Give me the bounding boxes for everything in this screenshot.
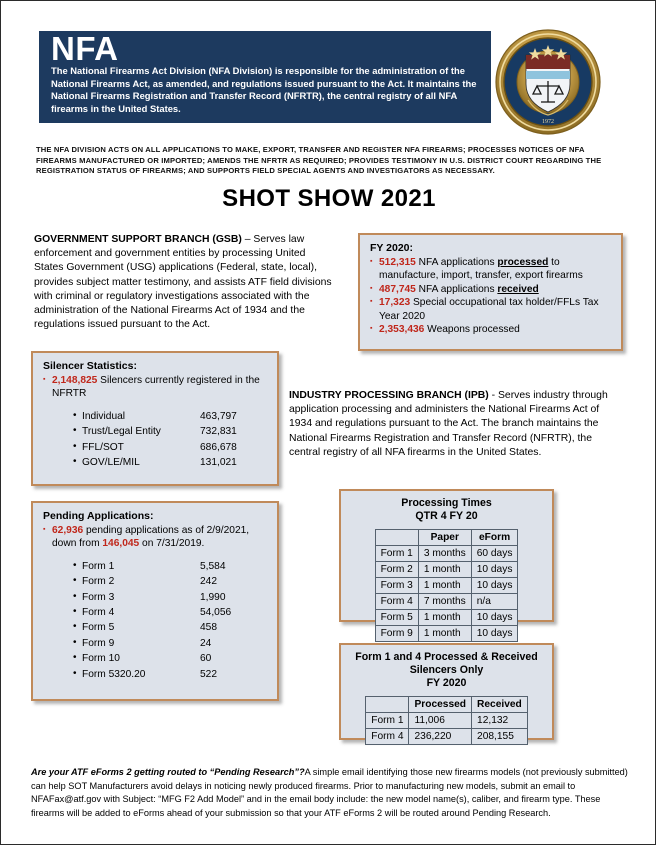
cell-eform: 10 days (471, 578, 518, 594)
cell-processed: 11,006 (409, 713, 472, 729)
pending-lead-text-2: on 7/31/2019. (139, 538, 205, 550)
nfa-banner (39, 31, 491, 123)
nfa-banner-description: The National Firearms Act Division (NFA Division) is responsible for the administration of the National Firearms Act, as amended, and regulations issued pursuant to the Act. It maintains the National Firearms Registration and Transfer Record (NFRTR), the central registry of all NFA firearms in the United States. (51, 65, 477, 114)
cell-paper: 1 month (418, 626, 471, 642)
table-row (375, 546, 518, 562)
silencer-lead-text: Silencers currently registered in the NFRTR (52, 375, 260, 400)
pending-prior-total: 146,045 (102, 538, 140, 550)
cell-eform: 10 days (471, 610, 518, 626)
footer-body: A simple email identifying those new firearms models (not previously submitted) can help SOT Manufacturers avoid delays in noticing newly produced firearms. Prior to manufacturing new models, submit an email to NFAFax@atf.gov with Subject: “MFG F2 Add Model” and in the email body include: the new model name(s), caliber, and firearm type. These firearms will be added to eForms ahead of your submission so that your ATF eForms 2 will be routed around Pending Research. (31, 767, 628, 818)
processing-times-table (375, 529, 519, 642)
silencer-breakdown-list (73, 409, 269, 471)
pending-row-label: • Form 2 (82, 576, 115, 588)
table-header-row (366, 697, 528, 713)
silencer-lead-list (43, 374, 269, 401)
gsb-body: Serves law enforcement and government entities by processing United States Government (USG) applications (Federal, state, local), provides subject matter testimony, and assists ATF field divisions with criminal or regulatory investigations associated with the administration of the National Firearms Act of 1934 and the regulations issued pursuant to the Act. (34, 234, 332, 331)
list-item (73, 590, 269, 605)
pending-row-value: 458 (200, 622, 217, 634)
ipb-paragraph (289, 389, 623, 460)
ipb-dash: - (488, 390, 498, 401)
silencer-row-label: • Individual (82, 410, 126, 422)
fy2020-number: 2,353,436 (379, 324, 425, 336)
fy2020-text-before: NFA applications (415, 283, 498, 295)
fy2020-text-before: Special occupational tax holder/FFLs Tax Year 2020 (379, 297, 599, 322)
table-row (375, 610, 518, 626)
pending-row-label: • Form 10 (82, 653, 120, 665)
fy2020-number: 17,323 (379, 297, 411, 309)
gsb-dash: – (241, 234, 254, 245)
footer-lead: Are your ATF eForms 2 getting routed to “Pending Research”? (31, 767, 305, 777)
table-row (375, 594, 518, 610)
cell-paper: 3 months (418, 546, 471, 562)
form-1-4-title-line3: FY 2020 (426, 677, 467, 689)
row-label: Form 1 (375, 546, 418, 562)
list-item (73, 574, 269, 589)
footer-note (31, 766, 631, 820)
silencer-total: 2,148,825 (52, 375, 98, 386)
list-item (73, 636, 269, 651)
cell-eform: 10 days (471, 562, 518, 578)
ipb-heading: INDUSTRY PROCESSING BRANCH (IPB) (289, 390, 489, 401)
list-item (73, 424, 269, 439)
pending-applications-title: Pending Applications: (43, 510, 154, 522)
pending-row-label: • Form 4 (82, 607, 115, 619)
row-label: Form 3 (375, 578, 418, 594)
pending-row-label: • Form 3 (82, 591, 115, 603)
column-header-received: Received (472, 697, 528, 713)
pending-lead-list (43, 524, 269, 551)
list-item (73, 651, 269, 666)
fy2020-number: 512,315 (379, 257, 416, 268)
list-item (73, 667, 269, 682)
seal-year: 1972 (542, 119, 554, 125)
list-item (370, 283, 613, 296)
list-item (73, 440, 269, 455)
gsb-paragraph (34, 233, 334, 332)
fy2020-emphasis: received (497, 283, 539, 295)
document-header (1, 31, 656, 139)
form-1-4-title-line2: Silencers Only (409, 664, 484, 676)
gsb-heading: GOVERNMENT SUPPORT BRANCH (GSB) (34, 234, 242, 245)
list-item (73, 559, 269, 574)
table-header-row (375, 530, 518, 546)
nfa-banner-title: NFA (51, 30, 119, 67)
cell-received: 12,132 (472, 713, 528, 729)
cell-received: 208,155 (472, 729, 528, 745)
list-item (73, 605, 269, 620)
list-item (43, 524, 269, 551)
page-title: SHOT SHOW 2021 (222, 185, 436, 212)
cell-eform: 60 days (471, 546, 518, 562)
cell-paper: 1 month (418, 562, 471, 578)
cell-processed: 236,220 (409, 729, 472, 745)
silencer-row-value: 463,797 (200, 410, 237, 422)
atf-seal-icon (494, 28, 602, 136)
form-1-4-title-line1: Form 1 and 4 Processed & Received (355, 651, 538, 663)
pending-row-label: • Form 9 (82, 637, 115, 649)
pending-lead-text-1: pending applications as of 2/9/2021, down from (52, 525, 250, 550)
cell-paper: 1 month (418, 578, 471, 594)
form-1-4-table (365, 696, 528, 745)
table-row (366, 729, 528, 745)
fy2020-text-before: Weapons processed (424, 324, 520, 336)
pending-total: 62,936 (52, 525, 84, 536)
row-label: Form 2 (375, 562, 418, 578)
processing-times-title (349, 497, 544, 523)
form-1-4-title (349, 651, 544, 690)
fy2020-text-before: NFA applications (415, 257, 498, 268)
pending-applications-panel (31, 501, 279, 701)
silencer-row-label: • Trust/Legal Entity (82, 426, 161, 438)
silencer-row-label: • FFL/SOT (82, 441, 124, 453)
column-header-eform: eForm (471, 530, 518, 546)
fy2020-title: FY 2020: (370, 242, 413, 254)
silencer-statistics-panel (31, 351, 279, 486)
silencer-row-value: 732,831 (200, 426, 237, 438)
silencer-statistics-title: Silencer Statistics: (43, 360, 137, 372)
column-header-processed: Processed (409, 697, 472, 713)
fy2020-emphasis: processed (497, 257, 549, 268)
row-label: Form 1 (366, 713, 409, 729)
pending-row-label: • Form 1 (82, 560, 115, 572)
row-label: Form 5 (375, 610, 418, 626)
processing-times-panel (339, 489, 554, 639)
table-row (375, 626, 518, 642)
processing-times-title-line2: QTR 4 FY 20 (415, 510, 478, 522)
table-row (375, 578, 518, 594)
form-1-4-panel (339, 643, 554, 740)
pending-row-value: 522 (200, 668, 217, 680)
cell-eform: n/a (471, 594, 518, 610)
processing-times-title-line1: Processing Times (401, 497, 492, 509)
cell-paper: 7 months (418, 594, 471, 610)
list-item (73, 409, 269, 424)
fy2020-number: 487,745 (379, 283, 416, 295)
column-header-blank (366, 697, 409, 713)
pending-row-value: 1,990 (200, 591, 226, 603)
ipb-body: Serves industry through application processing and administers the National Firearms Act of 1934 and regulations pursuant to the Act. The branch maintains the National Firearms Registration and Transfer Record (NFRTR), the central registry of all NFA firearms in the United States. (289, 390, 608, 458)
silencer-row-value: 131,021 (200, 457, 237, 469)
pending-row-label: • Form 5320.20 (82, 668, 146, 680)
cell-paper: 1 month (418, 610, 471, 626)
pending-row-value: 54,056 (200, 607, 232, 619)
pending-breakdown-list (73, 559, 269, 682)
row-label: Form 4 (366, 729, 409, 745)
nfa-division-statement: THE NFA DIVISION ACTS ON ALL APPLICATIONS TO MAKE, EXPORT, TRANSFER AND REGISTER NFA FIREARMS; PROCESSES NOTICES OF NFA FIREARMS MANUFACTURED OR IMPORTED; AMENDS THE NFRTR AS REQUIRED; PROVIDES TESTIMONY IN U.S. DISTRICT COURT REGARDING THE REGISTRATION STATUS OF FIREARMS; AND SUPPORTS FIELD SPECIAL AGENTS AND INVESTIGATORS AS NECESSARY. (36, 145, 602, 176)
list-item (73, 620, 269, 635)
cell-eform: 10 days (471, 626, 518, 642)
column-header-paper: Paper (418, 530, 471, 546)
pending-row-value: 60 (200, 653, 212, 665)
list-item (73, 455, 269, 470)
pending-row-label: • Form 5 (82, 622, 115, 634)
list-item (370, 323, 613, 336)
list-item (43, 374, 269, 401)
row-label: Form 9 (375, 626, 418, 642)
pending-row-value: 5,584 (200, 560, 226, 572)
pending-row-value: 24 (200, 637, 212, 649)
list-item (370, 296, 613, 323)
silencer-row-label: • GOV/LE/MIL (82, 457, 140, 469)
fy2020-panel (358, 233, 623, 351)
list-item (370, 256, 613, 283)
table-row (366, 713, 528, 729)
table-row (375, 562, 518, 578)
column-header-blank (375, 530, 418, 546)
fy2020-list (370, 256, 613, 336)
pending-row-value: 242 (200, 576, 217, 588)
silencer-row-value: 686,678 (200, 441, 237, 453)
fy2020-text-after: to manufacture, import, transfer, export firearms (379, 257, 583, 282)
row-label: Form 4 (375, 594, 418, 610)
